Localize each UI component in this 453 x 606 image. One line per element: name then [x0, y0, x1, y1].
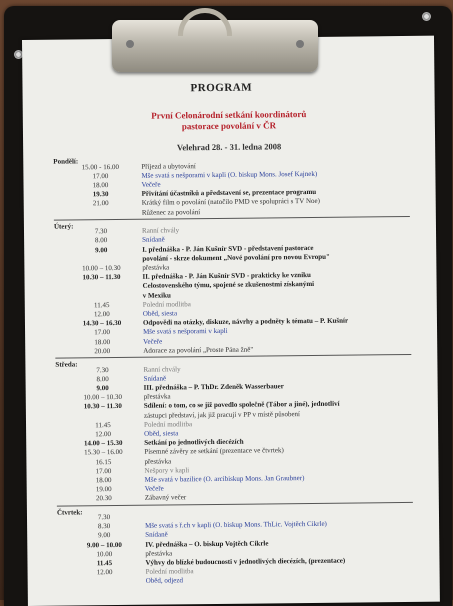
- row-time: 15.30 – 16.00: [84, 448, 123, 457]
- event-title-line1: První Celonárodní setkání koordinátorů: [151, 109, 307, 121]
- row-time: 17.00: [92, 171, 109, 180]
- row-time: 18.00: [92, 181, 109, 190]
- row-time: [73, 292, 131, 293]
- row-activity: přestávka: [145, 549, 173, 558]
- row-time: 8.30: [97, 522, 111, 531]
- row-activity: Mše svatá s nešporami v kapli (O. biskup Mons. Josef Kajnek): [141, 169, 318, 180]
- program-sheet: [22, 36, 440, 606]
- row-activity: Příjezd a ubytování: [141, 161, 196, 171]
- row-activity: přestávka: [144, 457, 172, 466]
- row-time: 12.00: [95, 430, 112, 439]
- row-time: 20.30: [95, 494, 112, 503]
- row-activity: Polední modlitba: [143, 419, 193, 429]
- row-time: 17.00: [94, 328, 110, 337]
- row-activity: Ranní chvály: [143, 364, 181, 374]
- row-activity: Zábavný večer: [144, 493, 187, 503]
- row-time: 10.30 – 11.30: [82, 273, 121, 282]
- row-time: 16.15: [95, 457, 112, 466]
- row-time: 10.00 – 10.30: [83, 393, 123, 402]
- row-activity: Setkání po jednotlivých diecézích: [144, 437, 244, 447]
- row-activity: Snídaně: [145, 530, 168, 540]
- row-activity: Celostovenského týmu, spojené se zkušenostmi získanými: [142, 280, 315, 291]
- row-time: 7.30: [94, 227, 108, 236]
- row-time: 9.00: [96, 384, 109, 393]
- event-title-line2: pastorace povolání v ČR: [181, 120, 277, 132]
- row-activity: I. přednáška - P. Ján Kušnír SVD - představení pastorace: [142, 243, 314, 254]
- row-activity: Polední modlitba: [145, 567, 194, 577]
- row-activity: Večeře: [144, 484, 164, 493]
- row-activity: Oběd, odjezd: [145, 576, 184, 586]
- row-time: 12.00: [96, 568, 113, 577]
- row-activity: Mše svatá s ř.ch v kapli (O. biskup Mons. ThLic. Vojtěch Cikrle): [145, 520, 327, 531]
- row-activity: Krátký film o povolání (natočilo PMD ve spolupráci s TV Noe): [141, 197, 320, 208]
- row-activity: IV. přednáška – O. biskup Vojtěch Cikrle: [145, 539, 269, 549]
- row-time: [72, 255, 130, 256]
- row-activity: Přivítání účastníků a představení se, prezentace programu: [141, 188, 317, 198]
- row-activity: Adorace za povolání „Proste Pána žně": [143, 345, 254, 355]
- row-time: 18.00: [95, 476, 112, 485]
- row-activity: Snídaně: [142, 235, 165, 245]
- row-activity: Nešpory v kapli: [144, 466, 190, 475]
- row-activity: přestávka: [142, 263, 170, 272]
- row-time: [73, 282, 131, 283]
- row-time: 11.45: [95, 420, 111, 430]
- row-activity: Mše svatá s nešporami v kapli: [143, 327, 228, 337]
- row-time: 9.00: [98, 531, 111, 540]
- row-time: 17.00: [95, 466, 112, 476]
- row-time: 10.30 – 11.30: [83, 402, 122, 411]
- row-activity: Večeře: [141, 180, 161, 189]
- clip-rivet-right: [296, 40, 304, 48]
- row-time: 14.00 – 15.30: [83, 439, 123, 448]
- row-time: 8.00: [96, 374, 109, 383]
- row-activity: Odpovědi na otázky, diskuze, návrhy a podněty k tématu – P. Kušnír: [142, 316, 349, 327]
- row-time: [76, 577, 134, 578]
- row-time: 10.00 – 10.30: [82, 264, 121, 273]
- day-label: Čtvrtek:: [56, 507, 83, 517]
- venue-date: Velehrad 28. - 31. ledna 2008: [176, 141, 282, 153]
- row-activity: povolání - skrze dokument „Nové povolání pro novou Evropu": [142, 252, 330, 263]
- row-time: 10.00: [96, 549, 113, 559]
- row-time: 18.00: [94, 337, 111, 346]
- row-time: [72, 208, 130, 209]
- row-time: 12.00: [93, 310, 110, 319]
- day-divider: [54, 216, 410, 221]
- row-activity: Snídaně: [143, 374, 167, 383]
- day-label: Úterý:: [53, 222, 74, 231]
- row-time: 11.45: [96, 559, 113, 568]
- row-activity: II. přednáška - P. Ján Kušnír SVD - prakticky ke vzniku: [142, 271, 311, 281]
- row-activity: Ranní chvály: [141, 226, 180, 235]
- row-activity: Polední modlitba: [142, 300, 191, 309]
- row-activity: zástupci představí, jak již pracují v PP v místě působení: [143, 409, 301, 420]
- row-time: 20.00: [94, 346, 111, 356]
- day-label: Pondělí:: [53, 157, 79, 166]
- row-time: 11.45: [93, 300, 110, 310]
- row-activity: Večeře: [143, 337, 163, 346]
- row-activity: Sdílení: o tom, co se již povedlo společně (Tábor a jiné), jednotliví: [143, 400, 340, 411]
- row-time: 9.00 – 10.00: [86, 540, 122, 550]
- row-activity: Oběd, siesta: [144, 429, 179, 438]
- row-activity: Výhvy do blízké budoucnosti v jednotlivých diecézích, (prezentace): [145, 556, 346, 567]
- row-time: 21.00: [92, 199, 109, 208]
- row-time: 19.00: [95, 485, 112, 494]
- row-activity: Písemné závěry ze setkání (prezentace ve čtvrtek): [144, 446, 284, 457]
- row-time: 19.30: [92, 190, 109, 199]
- row-activity: Oběd, siesta: [142, 309, 178, 318]
- program-title: PROGRAM: [190, 81, 253, 95]
- row-activity: III. přednáška – P. ThDr. Zdeněk Wasserbauer: [143, 382, 284, 392]
- row-time: 7.30: [96, 365, 109, 374]
- row-activity: Růženec za povolání: [141, 207, 201, 217]
- row-time: 8.00: [94, 236, 108, 245]
- row-activity: přestávka: [143, 392, 171, 401]
- clip-rivet-left: [126, 40, 134, 48]
- row-activity: Mše svatá v bazilice (O. arcibiskup Mons. Jan Graubner): [144, 474, 305, 484]
- row-activity: v Mexiku: [142, 291, 171, 300]
- day-label: Středa:: [55, 360, 78, 369]
- row-time: [74, 411, 132, 412]
- row-time: 7.30: [97, 513, 111, 522]
- row-time: 9.00: [95, 245, 108, 254]
- rivet-right: [422, 12, 431, 21]
- row-time: 14.30 – 16.30: [82, 319, 122, 328]
- row-time: 15.00 - 16.00: [81, 162, 120, 171]
